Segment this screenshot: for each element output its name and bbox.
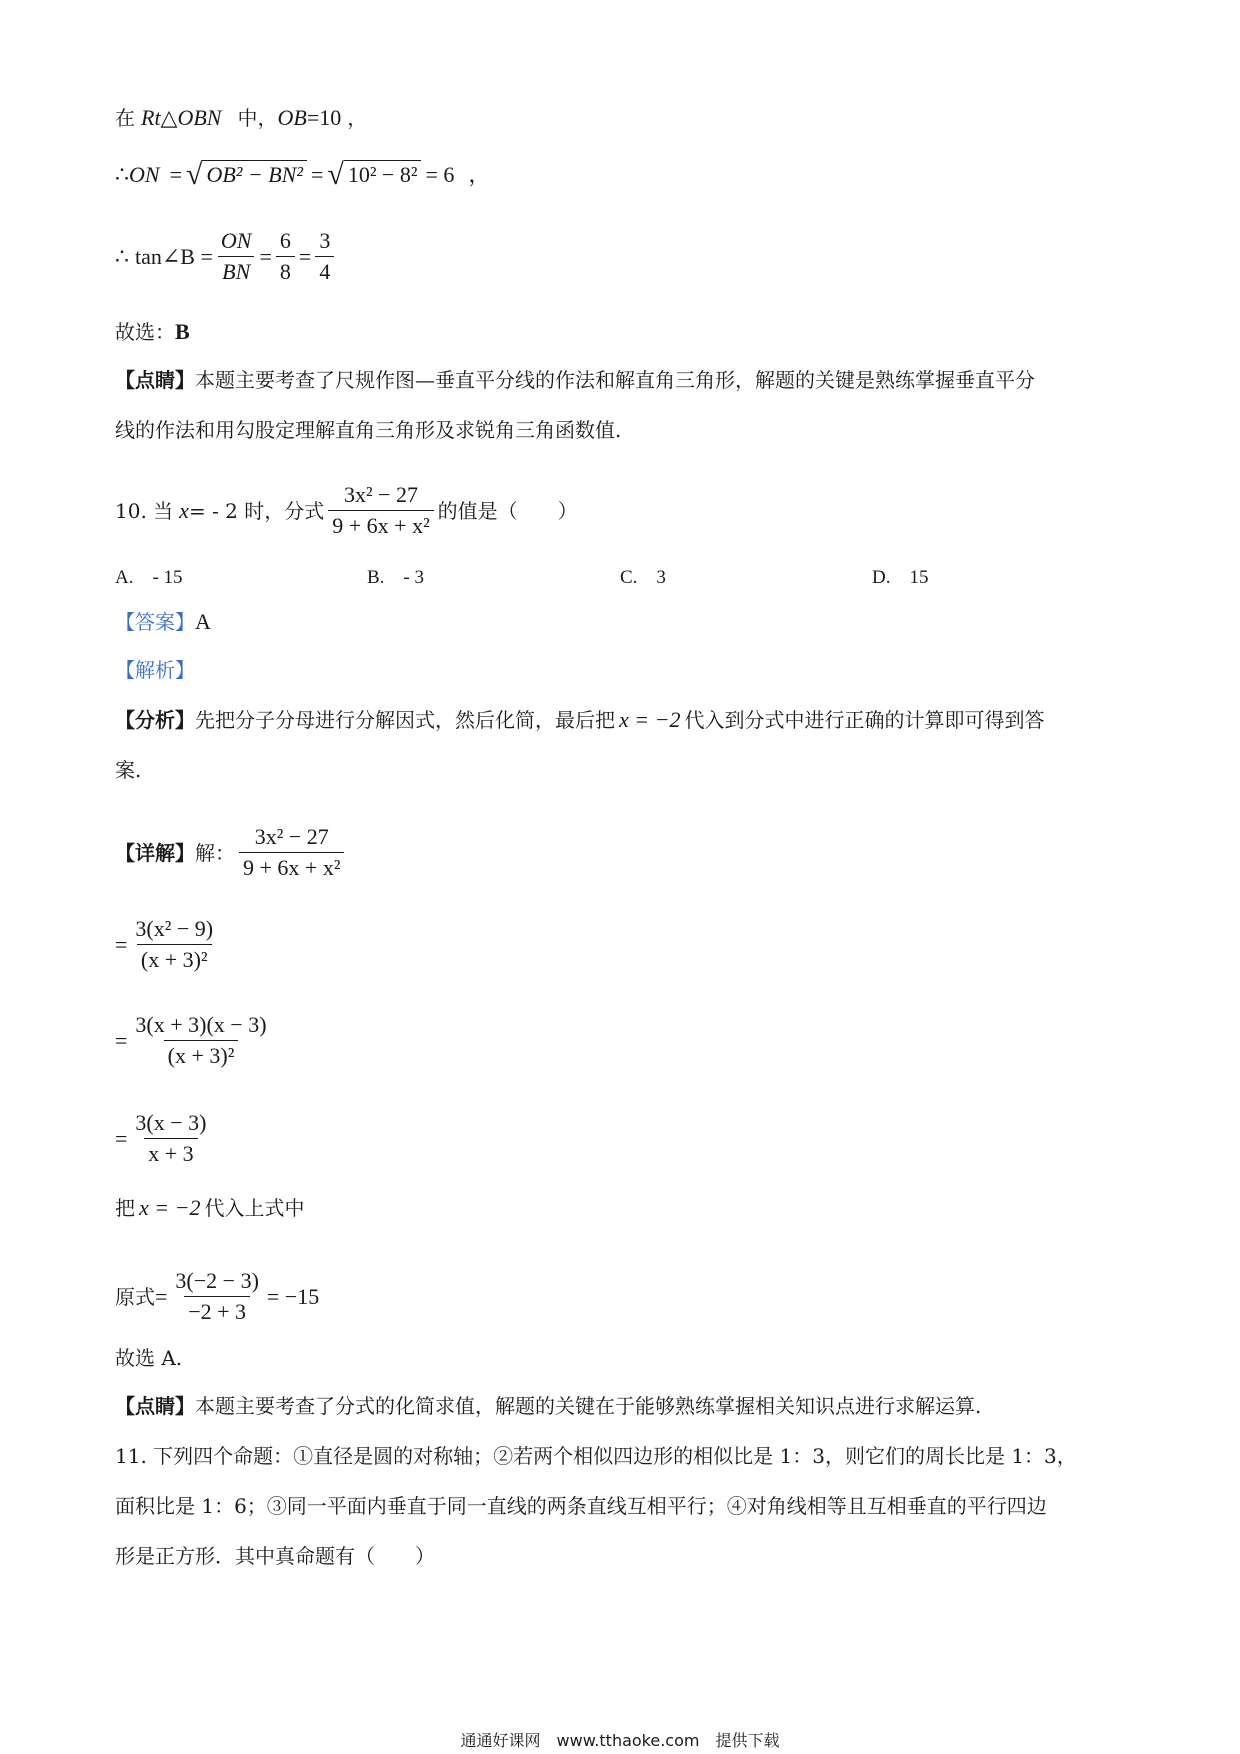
hint-text: 本题主要考查了尺规作图—垂直平分线的作法和解直角三角形，解题的关键是熟练掌握垂直平分 [195, 368, 1035, 392]
math-value: =10 [306, 105, 342, 130]
line-rt-triangle [115, 104, 367, 132]
q11-line2 [115, 1492, 1047, 1520]
denominator: (x + 3)² [164, 1040, 239, 1069]
therefore-symbol: ∴ [115, 243, 129, 269]
fraction [328, 482, 433, 539]
option-d: D. 15 [872, 567, 929, 588]
line-tan [115, 228, 338, 285]
result: = −15 [266, 1283, 320, 1309]
text: = - 2 时，分式 [188, 498, 325, 523]
text: ， [347, 106, 368, 130]
choose-b [115, 318, 190, 346]
fraction [171, 1268, 262, 1325]
therefore-symbol: ∴ [115, 162, 129, 187]
equals: = [115, 931, 128, 957]
answer-letter: B [175, 319, 190, 344]
numerator: 3(x + 3)(x − 3) [135, 1012, 267, 1037]
radicand: 10² − 8² [344, 160, 422, 190]
sqrt-2: √ 10² − 8² [327, 160, 421, 190]
math-x: x [179, 497, 189, 523]
text: 中， [237, 106, 278, 130]
detail-line [115, 824, 348, 881]
choose-a [115, 1344, 182, 1372]
equals: = [298, 243, 312, 269]
text: 代入上式中 [204, 1196, 305, 1220]
footer-watermark: 通通好课网 www.tthaoke.com 提供下载 [460, 1731, 780, 1750]
original-expr [115, 1268, 319, 1325]
fraction [131, 916, 217, 973]
hint-1-line1 [115, 366, 1035, 394]
numerator: 3(x − 3) [135, 1110, 207, 1135]
numerator: 3 [319, 228, 331, 253]
fenxi-line2 [115, 756, 141, 784]
denominator: 9 + 6x + x² [328, 510, 433, 539]
math-ob: OB [277, 105, 307, 130]
text: 故选 A. [115, 1346, 183, 1370]
numerator: 3x² − 27 [343, 482, 418, 507]
numerator: 6 [279, 228, 291, 253]
hint-2 [115, 1392, 981, 1420]
substitute-line [115, 1194, 304, 1222]
numerator: 3x² − 27 [254, 824, 329, 849]
numerator: 3(−2 − 3) [175, 1268, 259, 1293]
text: 面积比是 1：6；③同一平面内垂直于同一直线的两条直线互相平行；④对角线相等且互相垂直的平行四边 [115, 1494, 1047, 1518]
denominator: 9 + 6x + x² [239, 852, 344, 881]
equals: = [259, 243, 272, 269]
equals: = [115, 1125, 128, 1151]
step-3 [115, 1110, 214, 1167]
denominator: x + 3 [144, 1138, 197, 1167]
text: 代入到分式中进行正确的计算即可得到答 [684, 708, 1045, 732]
detail-tag: 【详解】 [115, 840, 195, 865]
denominator: −2 + 3 [184, 1296, 250, 1325]
answer-value: A [195, 609, 211, 634]
text: ， [468, 162, 491, 187]
text: 形是正方形．其中真命题有（ ） [115, 1544, 435, 1568]
analysis-line [115, 656, 195, 684]
analysis-tag: 【解析】 [115, 658, 195, 682]
text: 先把分子分母进行分解因式，然后化简，最后把 [195, 708, 615, 732]
fraction [276, 228, 295, 285]
denominator: 4 [315, 256, 334, 285]
text: 把 [115, 1196, 135, 1220]
q11-line1 [115, 1442, 1077, 1470]
numerator: 3(x² − 9) [135, 916, 214, 941]
radicand: OB² − BN² [202, 160, 306, 190]
fenxi-tag: 【分析】 [115, 708, 195, 732]
equals: = [169, 162, 182, 187]
text: 的值是（ ） [437, 498, 578, 523]
text: 故选： [115, 320, 175, 344]
option-c: C. 3 [620, 567, 666, 588]
fraction [315, 228, 334, 285]
step-2 [115, 1012, 275, 1069]
fraction [131, 1012, 270, 1069]
math-triangle: Rt△OBN [141, 105, 222, 130]
hint-text: 线的作法和用勾股定理解直角三角形及求锐角三角函数值. [115, 418, 622, 442]
math-expr: x = −2 [619, 707, 681, 732]
math-expr: x = −2 [139, 1195, 201, 1220]
text: 在 [115, 106, 135, 130]
fraction [131, 1110, 210, 1167]
text: 案. [115, 758, 142, 782]
hint-tag: 【点睛】 [115, 1394, 195, 1418]
text: 原式 [115, 1284, 155, 1309]
option-b: B. - 3 [367, 567, 425, 588]
denominator: 8 [276, 256, 295, 285]
fraction [217, 228, 256, 285]
answer-tag: 【答案】 [115, 610, 195, 634]
question-10 [115, 482, 578, 539]
option-a: A. - 15 [115, 567, 183, 588]
equals: = [155, 1283, 168, 1309]
denominator: (x + 3)² [137, 944, 212, 973]
sqrt-1: √ OB² − BN² [186, 160, 307, 190]
math-on: ON [129, 162, 160, 187]
fraction [239, 824, 344, 881]
numerator: ON [220, 228, 252, 253]
equals: = [115, 1027, 128, 1053]
denominator: BN [218, 256, 254, 285]
result: = 6 [425, 162, 455, 187]
hint-text: 本题主要考查了分式的化简求值，解题的关键在于能够熟练掌握相关知识点进行求解运算. [195, 1394, 982, 1418]
math-tan: tan∠B = [135, 243, 213, 269]
fenxi-line1 [115, 706, 1044, 734]
answer-line [115, 608, 211, 636]
text: 10. 当 [115, 498, 174, 523]
text: 11. 下列四个命题：①直径是圆的对称轴；②若两个相似四边形的相似比是 1：3，则它们的周长比是 1：3， [115, 1444, 1077, 1468]
hint-1-line2 [115, 416, 621, 444]
q11-line3 [115, 1542, 435, 1570]
line-on-sqrt [115, 160, 490, 190]
equals: = [310, 162, 324, 187]
hint-tag: 【点睛】 [115, 368, 195, 392]
text: 解： [195, 840, 235, 865]
step-1 [115, 916, 221, 973]
